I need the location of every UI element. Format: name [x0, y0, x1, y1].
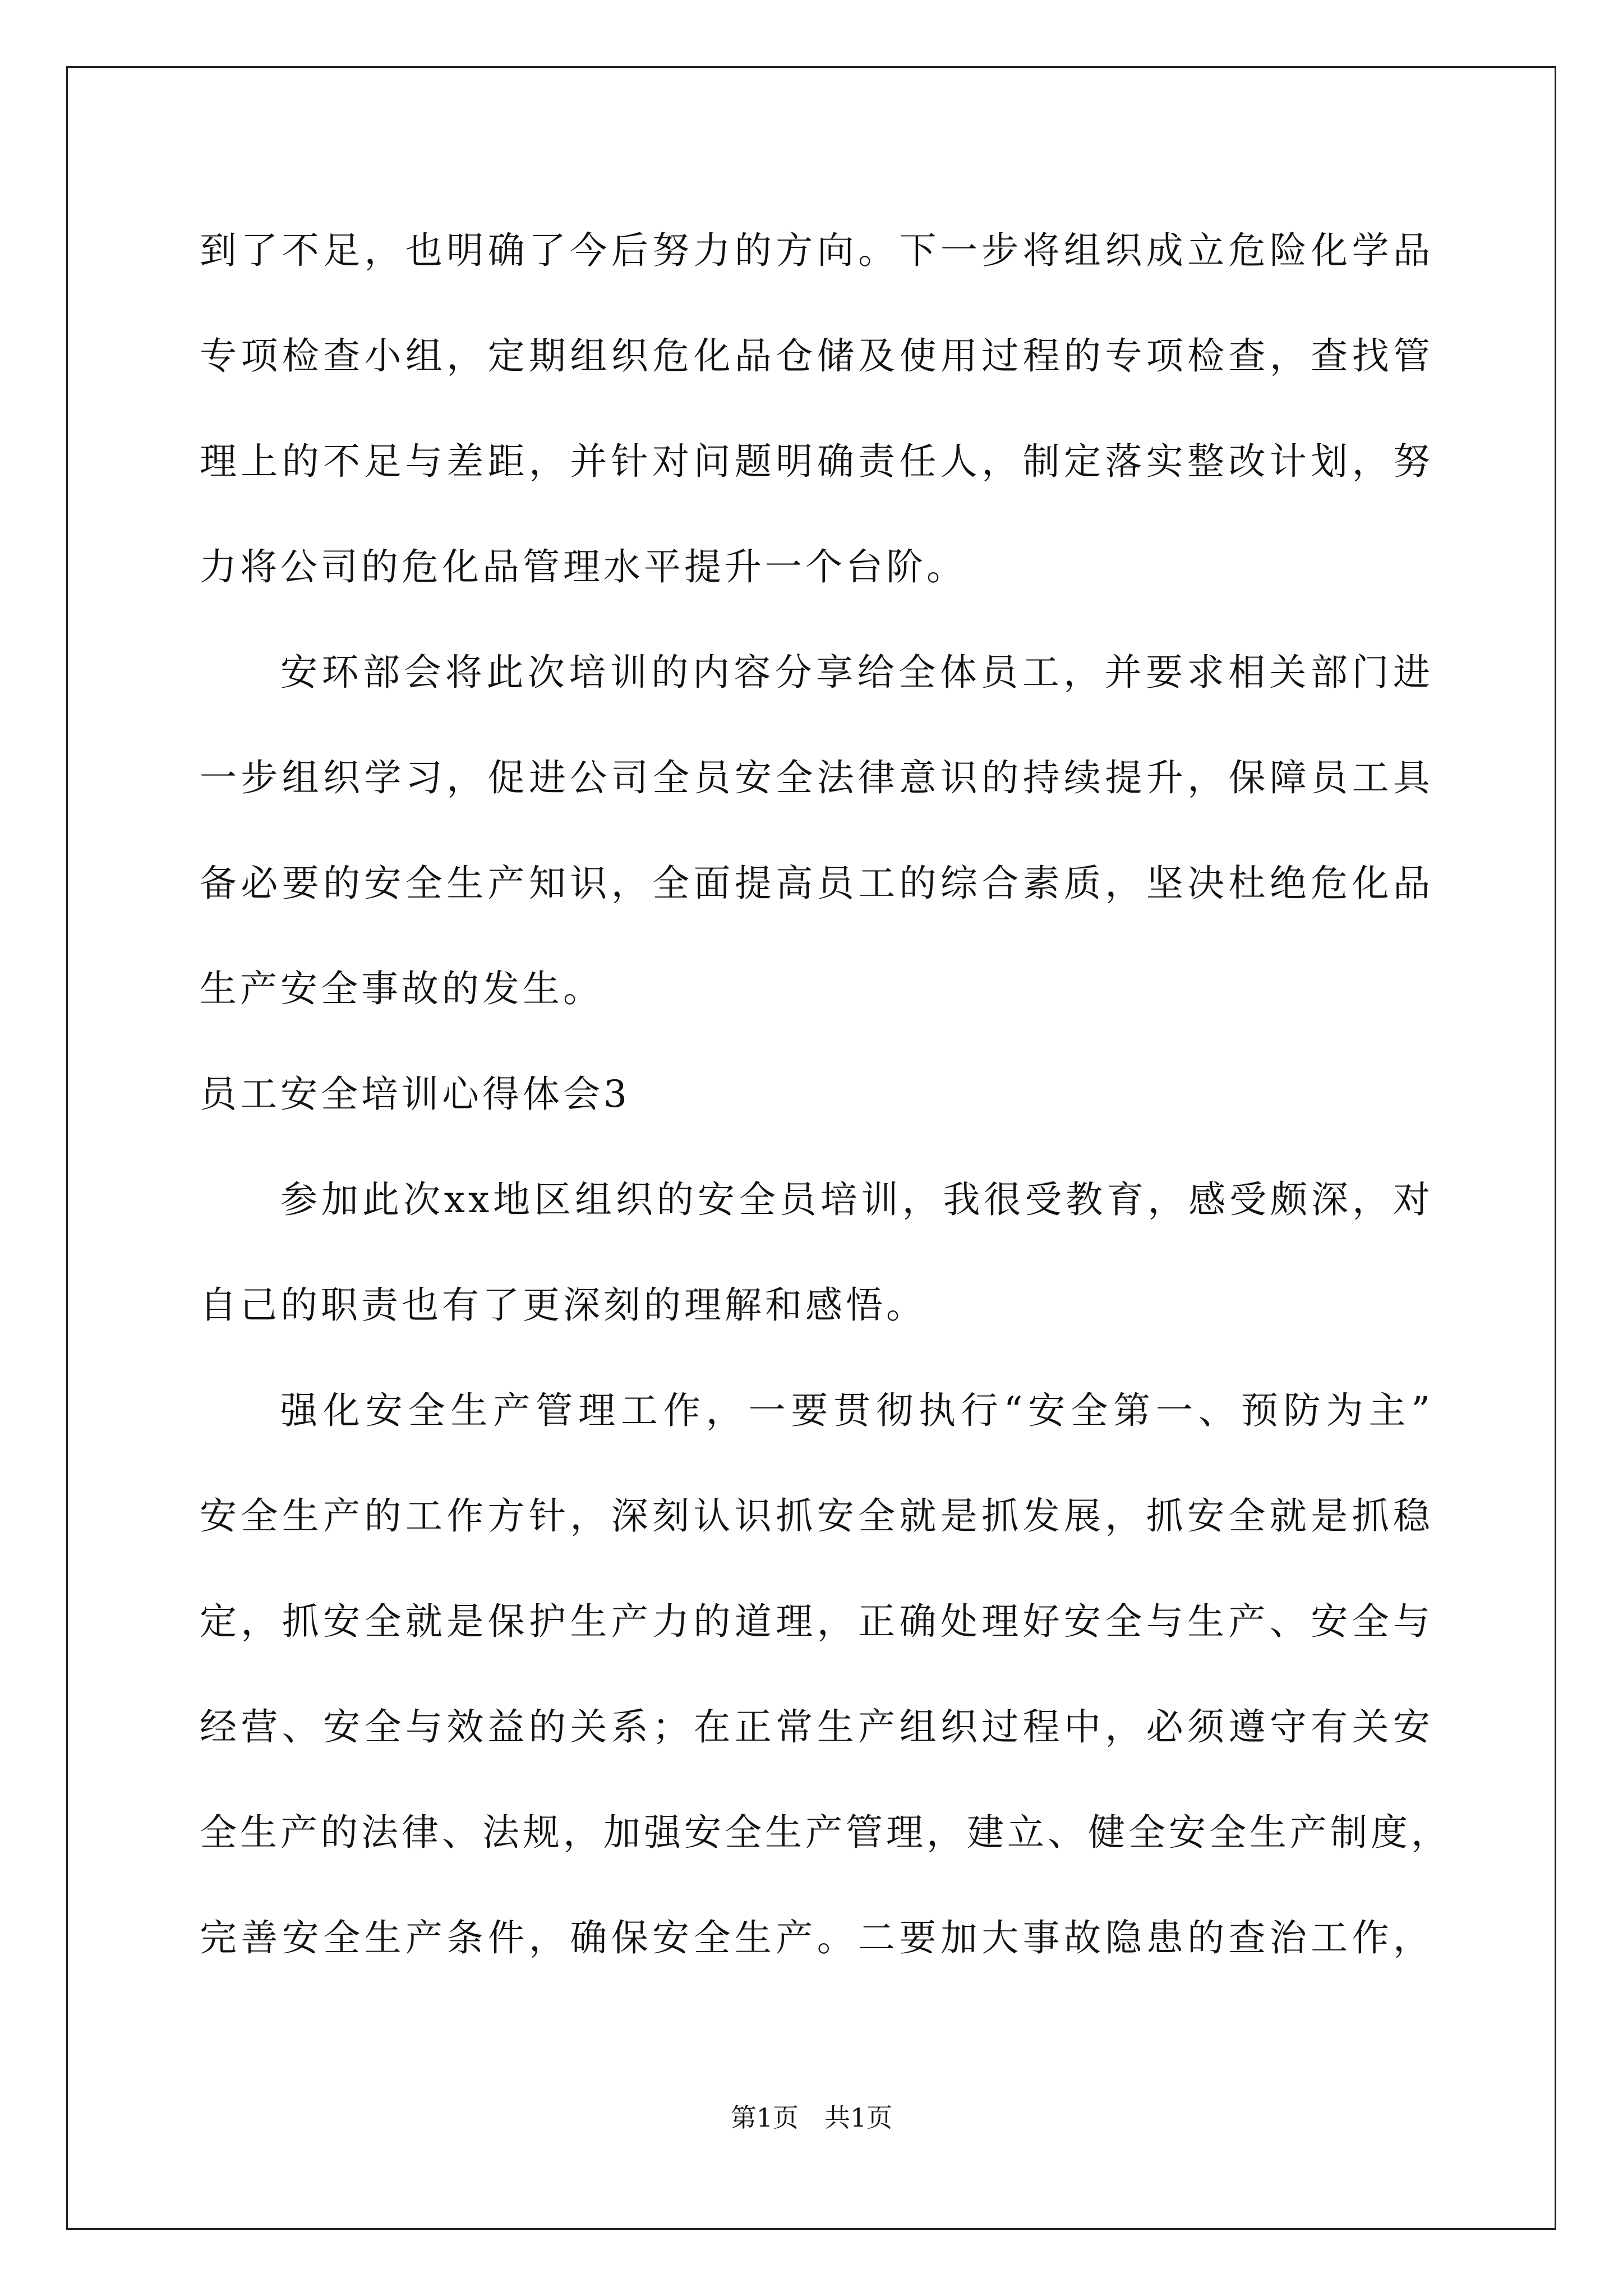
- page-number-footer: 第1页 共1页: [730, 2102, 893, 2133]
- paragraph-line: 一步组织学习，促进公司全员安全法律意识的持续提升，保障员工具: [200, 756, 1433, 799]
- paragraph-line: 自己的职责也有了更深刻的理解和感悟。: [200, 1283, 926, 1327]
- paragraph-line: 理上的不足与差距，并针对问题明确责任人，制定落实整改计划，努: [200, 440, 1433, 483]
- paragraph-line: 到了不足，也明确了今后努力的方向。下一步将组织成立危险化学品: [200, 229, 1433, 272]
- paragraph-line: 安环部会将此次培训的内容分享给全体员工，并要求相关部门进: [280, 651, 1433, 694]
- paragraph-line: 专项检查小组，定期组织危化品仓储及使用过程的专项检查，查找管: [200, 334, 1433, 378]
- paragraph-line: 备必要的安全生产知识，全面提高员工的综合素质，坚决杜绝危化品: [200, 862, 1433, 905]
- paragraph-line: 生产安全事故的发生。: [200, 967, 603, 1010]
- paragraph-line: 经营、安全与效益的关系；在正常生产组织过程中，必须遵守有关安: [200, 1705, 1433, 1749]
- page-border: [66, 66, 1556, 2230]
- paragraph-line: 完善安全生产条件，确保安全生产。二要加大事故隐患的查治工作，: [200, 1916, 1433, 1959]
- paragraph-line: 强化安全生产管理工作，一要贯彻执行“安全第一、预防为主”: [280, 1389, 1433, 1432]
- section-heading: 员工安全培训心得体会3: [200, 1073, 630, 1116]
- paragraph-line: 全生产的法律、法规，加强安全生产管理，建立、健全安全生产制度，: [200, 1811, 1451, 1854]
- paragraph-line: 定，抓安全就是保护生产力的道理，正确处理好安全与生产、安全与: [200, 1600, 1433, 1643]
- paragraph-line: 安全生产的工作方针，深刻认识抓安全就是抓发展，抓安全就是抓稳: [200, 1494, 1433, 1538]
- paragraph-line: 力将公司的危化品管理水平提升一个台阶。: [200, 545, 967, 588]
- paragraph-line: 参加此次xx地区组织的安全员培训，我很受教育，感受颇深，对: [280, 1178, 1433, 1221]
